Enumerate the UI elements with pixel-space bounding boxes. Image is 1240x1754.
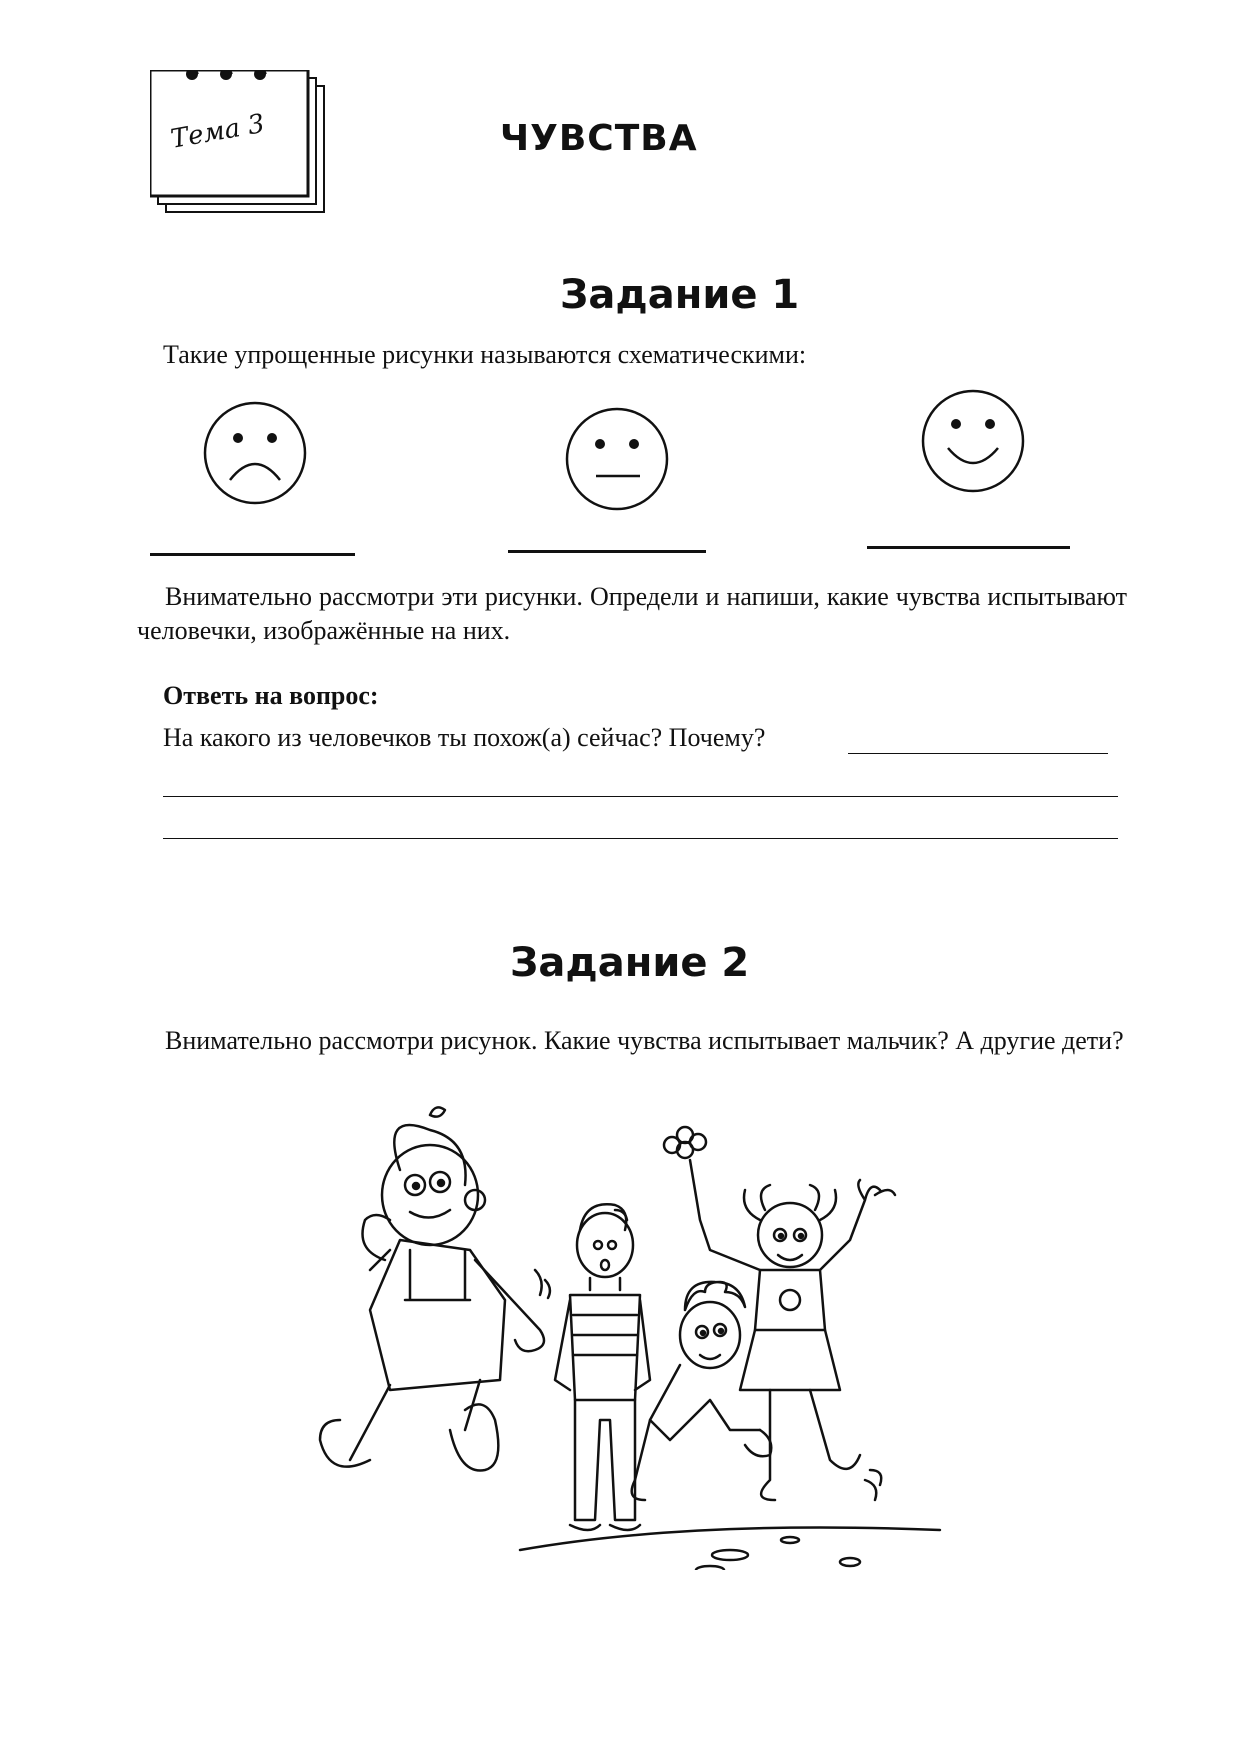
task1-intro: Такие упрощенные рисунки называются схематическими: xyxy=(163,340,807,369)
children-scene-illustration xyxy=(290,1100,980,1570)
answer-line-question-2[interactable] xyxy=(163,796,1118,797)
neutral-face-icon xyxy=(562,404,672,514)
theme-label: Тема 3 xyxy=(168,108,267,155)
answer-line-sad[interactable] xyxy=(150,553,355,556)
answer-line-question[interactable] xyxy=(848,753,1108,754)
task1-instruction: Внимательно рассмотри эти рисунки. Определи и напиши, какие чувства испытывают человечки, изображённые на них. xyxy=(137,582,1127,645)
answer-line-happy[interactable] xyxy=(867,546,1070,549)
question-text: На какого из человечков ты похож(а) сейчас? Почему? xyxy=(163,723,766,752)
question-heading: Ответь на вопрос: xyxy=(163,681,379,710)
task2-instruction: Внимательно рассмотри рисунок. Какие чувства испытывает мальчик? А другие дети? xyxy=(165,1026,1124,1055)
sad-face-icon xyxy=(200,398,310,508)
task2-title: Задание 2 xyxy=(510,940,750,986)
task1-title: Задание 1 xyxy=(560,272,800,318)
topic-title: ЧУВСТВА xyxy=(500,118,698,159)
walking-boy-figure xyxy=(320,1107,550,1470)
girl-with-flower-figure xyxy=(664,1127,895,1500)
answer-line-neutral[interactable] xyxy=(508,550,706,553)
happy-face-icon xyxy=(918,386,1028,496)
answer-line-question-3[interactable] xyxy=(163,838,1118,839)
